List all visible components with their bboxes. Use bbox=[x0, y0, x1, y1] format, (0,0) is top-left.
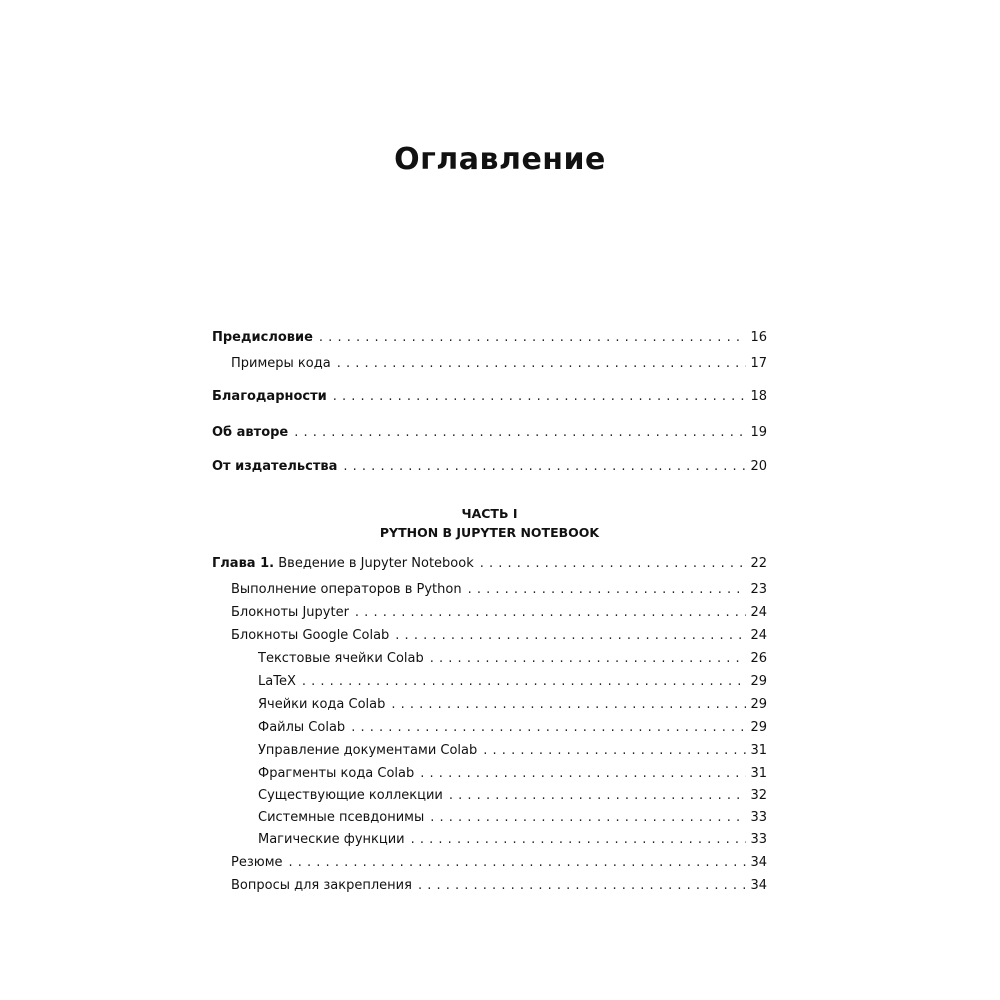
toc-page-number: 34 bbox=[750, 855, 767, 870]
page-title: Оглавление bbox=[394, 142, 606, 178]
dot-leader bbox=[395, 626, 746, 646]
dot-leader bbox=[411, 830, 747, 850]
toc-entry-acknowledgements[interactable] bbox=[212, 387, 767, 407]
toc-entry-label: LaTeX bbox=[258, 674, 296, 689]
toc-entry-label: Системные псевдонимы bbox=[258, 810, 425, 825]
toc-entry-label: Управление документами Colab bbox=[258, 743, 478, 758]
toc-entry[interactable] bbox=[231, 626, 767, 646]
toc-page-number: 33 bbox=[750, 810, 767, 825]
toc-entry[interactable] bbox=[231, 603, 767, 623]
toc-page-number: 20 bbox=[750, 459, 767, 474]
toc-page-number: 31 bbox=[750, 743, 767, 758]
chapter-title: Введение в Jupyter Notebook bbox=[278, 556, 474, 571]
toc-entry[interactable] bbox=[258, 718, 767, 738]
toc-entry-label: Выполнение операторов в Python bbox=[231, 582, 462, 597]
dot-leader bbox=[468, 580, 747, 600]
toc-entry-label: Фрагменты кода Colab bbox=[258, 766, 415, 781]
toc-entry-label: Примеры кода bbox=[231, 356, 331, 371]
part-title-heading: PYTHON В JUPYTER NOTEBOOK bbox=[379, 525, 600, 540]
toc-entry-label: Ячейки кода Colab bbox=[258, 697, 386, 712]
toc-page-number: 29 bbox=[750, 674, 767, 689]
toc-page-number: 17 bbox=[750, 356, 767, 371]
dot-leader bbox=[418, 876, 747, 896]
toc-entry-label: Благодарности bbox=[212, 389, 327, 404]
toc-entry[interactable] bbox=[258, 672, 767, 692]
toc-page-number: 32 bbox=[750, 788, 767, 803]
toc-entry-label: Резюме bbox=[231, 855, 283, 870]
toc-entry-label: Существующие коллекции bbox=[258, 788, 443, 803]
part-number-heading: ЧАСТЬ I bbox=[461, 506, 518, 521]
dot-leader bbox=[289, 853, 747, 873]
toc-page-number: 19 bbox=[750, 425, 767, 440]
toc-entry-publisher[interactable] bbox=[212, 457, 767, 477]
toc-entry-label bbox=[212, 554, 480, 574]
toc-entry[interactable] bbox=[258, 764, 767, 784]
toc-entry[interactable] bbox=[258, 741, 767, 761]
toc-page-number: 24 bbox=[750, 628, 767, 643]
toc-entry-preface[interactable] bbox=[212, 328, 767, 348]
dot-leader bbox=[319, 328, 747, 348]
toc-entry[interactable] bbox=[258, 649, 767, 669]
toc-entry[interactable] bbox=[231, 853, 767, 873]
toc-entry[interactable] bbox=[258, 786, 767, 806]
dot-leader bbox=[343, 457, 746, 477]
dot-leader bbox=[483, 741, 746, 761]
toc-entry-label: Вопросы для закрепления bbox=[231, 878, 412, 893]
toc-page-number: 16 bbox=[750, 330, 767, 345]
toc-page-number: 34 bbox=[750, 878, 767, 893]
toc-page-number: 29 bbox=[750, 697, 767, 712]
toc-entry-label: От издательства bbox=[212, 459, 338, 474]
toc-entry[interactable] bbox=[231, 580, 767, 600]
toc-entry-label: Файлы Colab bbox=[258, 720, 346, 735]
dot-leader bbox=[337, 354, 747, 374]
dot-leader bbox=[351, 718, 746, 738]
dot-leader bbox=[302, 672, 747, 692]
dot-leader bbox=[449, 786, 747, 806]
toc-entry-label: Текстовые ячейки Colab bbox=[258, 651, 424, 666]
chapter-prefix: Глава 1. bbox=[212, 556, 275, 571]
toc-entry-label: Блокноты Google Colab bbox=[231, 628, 390, 643]
toc-entry[interactable] bbox=[258, 808, 767, 828]
toc-page-number: 33 bbox=[750, 832, 767, 847]
toc-entry[interactable] bbox=[231, 876, 767, 896]
toc-entry-label: Об авторе bbox=[212, 425, 289, 440]
toc-page-number: 24 bbox=[750, 605, 767, 620]
toc-page-number: 18 bbox=[750, 389, 767, 404]
toc-page-number: 23 bbox=[750, 582, 767, 597]
toc-entry-about-author[interactable] bbox=[212, 423, 767, 443]
dot-leader bbox=[480, 554, 747, 574]
toc-page-number: 26 bbox=[750, 651, 767, 666]
toc-page-number: 31 bbox=[750, 766, 767, 781]
toc-entry[interactable] bbox=[258, 695, 767, 715]
dot-leader bbox=[333, 387, 747, 407]
dot-leader bbox=[430, 649, 747, 669]
dot-leader bbox=[420, 764, 746, 784]
toc-entry-chapter-1[interactable] bbox=[212, 554, 767, 574]
dot-leader bbox=[294, 423, 746, 443]
toc-page-number: 22 bbox=[750, 556, 767, 571]
dot-leader bbox=[355, 603, 747, 623]
dot-leader bbox=[391, 695, 746, 715]
toc-entry-label: Блокноты Jupyter bbox=[231, 605, 349, 620]
toc-entry[interactable] bbox=[258, 830, 767, 850]
toc-page-number: 29 bbox=[750, 720, 767, 735]
toc-entry-label: Магические функции bbox=[258, 832, 405, 847]
toc-entry-label: Предисловие bbox=[212, 330, 313, 345]
dot-leader bbox=[430, 808, 746, 828]
toc-entry-code-examples[interactable] bbox=[231, 354, 767, 374]
